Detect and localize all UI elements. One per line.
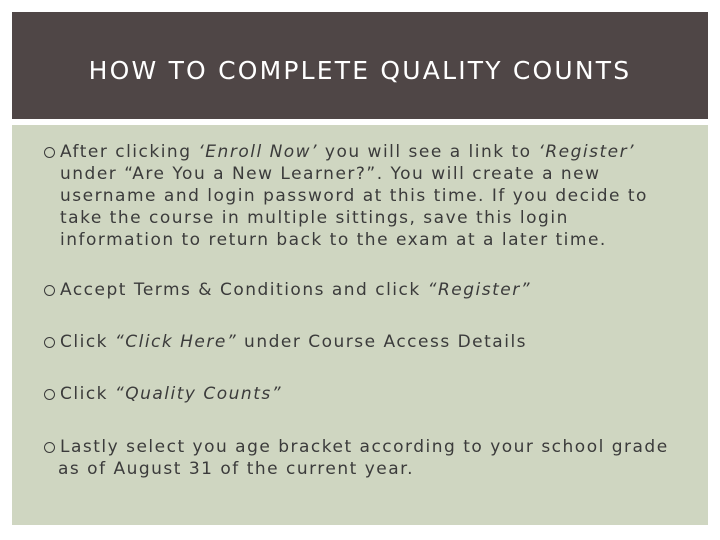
bullet-line: under “Are You a New Learner?”. You will create a new	[60, 164, 601, 184]
slide-title: HOW TO COMPLETE QUALITY COUNTS	[88, 56, 632, 85]
bullet-text-part: Accept Terms & Conditions and click	[60, 280, 428, 300]
enroll-now-emphasis: ‘Enroll Now’	[198, 142, 318, 162]
register-emphasis: “Register”	[427, 280, 532, 300]
bullet-text	[60, 436, 680, 458]
bullet-text-part: Click	[60, 384, 115, 404]
bullet-text-part: After clicking	[60, 142, 199, 162]
bullet-line: information to return back to the exam at a later time.	[60, 230, 607, 250]
bullet-line	[60, 141, 680, 163]
click-here-emphasis: “Click Here”	[114, 332, 238, 352]
bullet-text-part: you will see a link to	[318, 142, 539, 162]
bullet-line: take the course in multiple sittings, save this login	[60, 208, 569, 228]
bullet-text	[60, 141, 680, 251]
bullet-line: username and login password at this time. If you decide to	[60, 186, 648, 206]
bullet-circle-icon	[44, 285, 55, 296]
bullet-circle-icon	[44, 442, 55, 453]
bullet-text-part: Click	[60, 332, 115, 352]
bullet-text	[60, 331, 680, 353]
content-area	[12, 125, 708, 525]
bullet-text-continued	[58, 458, 678, 480]
quality-counts-emphasis: “Quality Counts”	[114, 384, 283, 404]
bullet-circle-icon	[44, 337, 55, 348]
title-bar	[12, 12, 708, 119]
bullet-circle-icon	[44, 389, 55, 400]
register-emphasis: ‘Register’	[538, 142, 636, 162]
bullet-text-part: under Course Access Details	[237, 332, 528, 352]
bullet-line: Lastly select you age bracket according to your school grade	[60, 437, 669, 457]
bullet-circle-icon	[44, 147, 55, 158]
bullet-text	[60, 383, 680, 405]
bullet-line: as of August 31 of the current year.	[58, 459, 414, 479]
bullet-text	[60, 279, 680, 301]
